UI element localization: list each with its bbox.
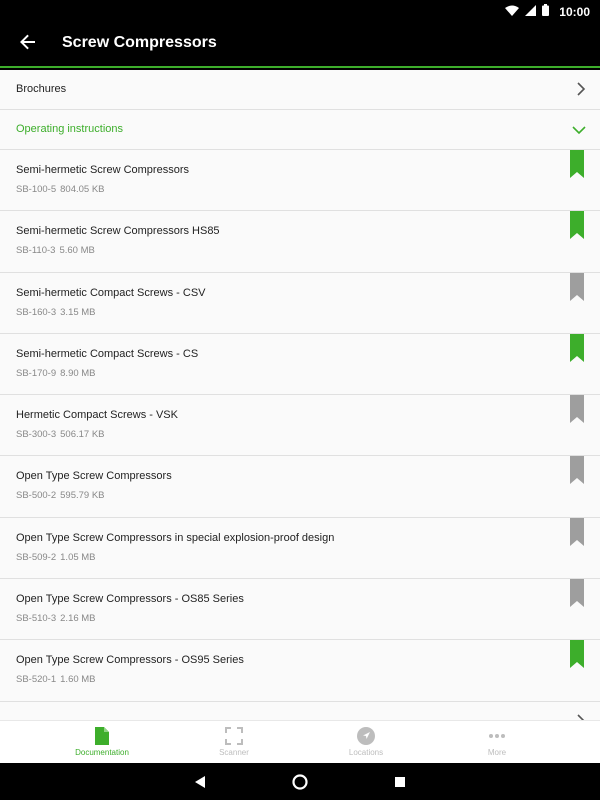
doc-list-item[interactable]: [0, 456, 600, 517]
bookmark-icon[interactable]: [570, 640, 584, 668]
section-brochures[interactable]: [0, 70, 600, 110]
doc-meta: [16, 429, 105, 440]
doc-size: 1.60 MB: [60, 674, 96, 686]
scanner-icon: [224, 726, 244, 746]
doc-list-item[interactable]: [0, 334, 600, 395]
battery-icon: [542, 3, 549, 21]
document-list[interactable]: [0, 70, 600, 720]
nav-label: Locations: [348, 748, 384, 757]
chevron-down-icon: [572, 122, 586, 140]
doc-meta: [16, 490, 105, 501]
doc-meta: [16, 368, 96, 379]
location-icon: [356, 726, 376, 746]
doc-meta: [16, 613, 96, 624]
more-icon: [487, 726, 507, 746]
doc-title: Open Type Screw Compressors - OS85 Series: [16, 593, 244, 606]
doc-size: 5.60 MB: [59, 245, 95, 257]
doc-code: SB-510-3: [16, 613, 57, 625]
home-circle-icon[interactable]: [290, 772, 310, 792]
doc-code: SB-300-3: [16, 429, 57, 441]
back-triangle-icon[interactable]: [190, 772, 210, 792]
doc-size: 1.05 MB: [60, 551, 96, 563]
doc-meta: [16, 307, 96, 318]
doc-size: 506.17 KB: [60, 429, 105, 441]
status-icons: [505, 3, 590, 21]
doc-meta: [16, 245, 95, 256]
system-nav-bar: [0, 763, 600, 800]
document-icon: [92, 726, 112, 746]
doc-size: 595.79 KB: [60, 490, 105, 502]
doc-list-item[interactable]: [0, 273, 600, 334]
doc-list-item[interactable]: [0, 579, 600, 640]
bookmark-icon[interactable]: [570, 273, 584, 301]
back-button[interactable]: [14, 30, 42, 58]
doc-code: SB-520-1: [16, 674, 57, 686]
doc-code: SB-500-2: [16, 490, 57, 502]
bookmark-icon[interactable]: [570, 150, 584, 178]
section-next-partial[interactable]: [0, 702, 600, 720]
nav-documentation[interactable]: [47, 721, 157, 764]
chevron-right-icon: [576, 82, 586, 101]
doc-list-item[interactable]: [0, 395, 600, 456]
doc-items: [0, 150, 600, 702]
bookmark-icon[interactable]: [570, 579, 584, 607]
doc-title: Hermetic Compact Screws - VSK: [16, 409, 178, 422]
doc-size: 804.05 KB: [60, 184, 105, 195]
page-title: Screw Compressors: [62, 34, 217, 51]
bookmark-icon[interactable]: [570, 211, 584, 239]
app-bar: [0, 20, 600, 68]
doc-title: Open Type Screw Compressors in special explosion-proof design: [16, 531, 335, 544]
doc-list-item[interactable]: [0, 518, 600, 579]
doc-title: Semi-hermetic Compact Screws - CSV: [16, 286, 206, 299]
doc-meta: [16, 552, 96, 563]
doc-list-item[interactable]: [0, 150, 600, 211]
doc-code: SB-170-9: [16, 367, 57, 379]
bookmark-icon[interactable]: [570, 334, 584, 362]
bookmark-icon[interactable]: [570, 395, 584, 423]
doc-size: 3.15 MB: [60, 306, 96, 318]
arrow-left-icon: [20, 34, 36, 55]
nav-more[interactable]: [442, 721, 552, 764]
nav-scanner[interactable]: [179, 721, 289, 764]
nav-label: Documentation: [75, 748, 129, 757]
doc-code: SB-110-3: [16, 245, 56, 257]
section-operating-instructions[interactable]: [0, 110, 600, 150]
doc-size: 8.90 MB: [60, 367, 96, 379]
bookmark-icon[interactable]: [570, 518, 584, 546]
section-label: Operating instructions: [16, 123, 123, 135]
doc-meta: [16, 184, 105, 195]
doc-list-item[interactable]: [0, 211, 600, 272]
bookmark-icon[interactable]: [570, 456, 584, 484]
overview-square-icon[interactable]: [390, 772, 410, 792]
status-bar: [0, 0, 600, 20]
nav-locations[interactable]: [311, 721, 421, 764]
nav-label: Scanner: [219, 748, 249, 757]
doc-list-item[interactable]: [0, 640, 600, 701]
doc-title: Semi-hermetic Screw Compressors HS85: [16, 225, 220, 238]
wifi-icon: [505, 3, 519, 21]
section-label: Brochures: [16, 83, 67, 95]
signal-icon: [525, 3, 536, 21]
doc-title: Open Type Screw Compressors - OS95 Series: [16, 654, 244, 667]
nav-label: More: [487, 748, 507, 757]
doc-meta: [16, 674, 96, 685]
doc-title: Semi-hermetic Compact Screws - CS: [16, 347, 199, 360]
doc-code: SB-509-2: [16, 551, 57, 563]
doc-code: SB-100-5: [16, 184, 57, 195]
doc-title: Open Type Screw Compressors: [16, 470, 172, 483]
status-time: 10:00: [559, 5, 590, 19]
doc-title: Semi-hermetic Screw Compressors: [16, 164, 189, 176]
bottom-nav: [0, 720, 600, 763]
doc-size: 2.16 MB: [60, 613, 96, 625]
doc-code: SB-160-3: [16, 306, 57, 318]
